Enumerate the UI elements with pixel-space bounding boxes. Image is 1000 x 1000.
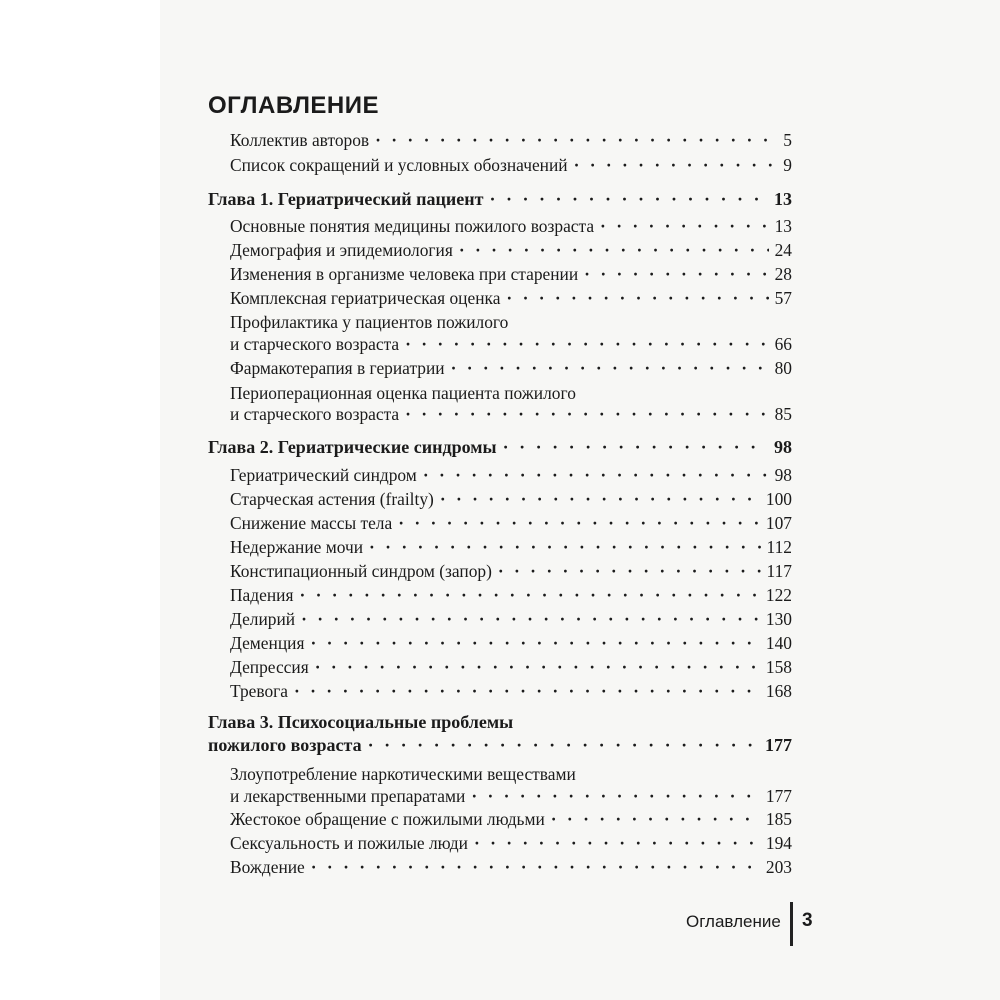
toc-chapter-title: Глава 1. Гериатрический пациент [208, 189, 484, 209]
toc-entry-page: 177 [765, 786, 792, 806]
toc-entry-page: 158 [765, 657, 792, 677]
leader-dots [315, 657, 760, 678]
toc-entry-title: Жестокое обращение с пожилыми людьми [230, 809, 545, 829]
toc-entry-title: Фармакотерапия в гериатрии [230, 358, 445, 378]
toc-entry-title: и старческого возраста [230, 334, 400, 354]
leader-dots [551, 809, 760, 830]
toc-entry-page: 112 [766, 537, 792, 557]
toc-entry [230, 334, 792, 358]
leader-dots [474, 833, 760, 854]
toc-entry [230, 358, 792, 382]
leader-dots [398, 513, 760, 534]
leader-dots [369, 537, 761, 558]
leader-dots [405, 334, 769, 355]
toc-entry [230, 537, 792, 561]
toc-entry [230, 809, 792, 833]
toc-entry-page: 98 [774, 437, 792, 457]
leader-dots [451, 358, 769, 379]
toc-entry-title: Вождение [230, 857, 305, 877]
toc-entry [230, 288, 792, 312]
toc-entry [230, 465, 792, 489]
toc-entry-title: Делирий [230, 609, 296, 629]
leader-dots [506, 288, 768, 309]
toc-entry-page: 140 [765, 633, 792, 653]
toc-entry-title: Комплексная гериатрическая оценка [230, 288, 501, 308]
toc-entry-title: Демография и эпидемиология [230, 240, 453, 260]
toc-entry [230, 264, 792, 288]
toc-chapter [208, 735, 792, 759]
toc-entry-title: Сексуальность и пожилые люди [230, 833, 468, 853]
toc-entry-page: 122 [765, 585, 792, 605]
toc-entry-first-line: Периоперационная оценка пациента пожилого [230, 383, 576, 403]
toc-entry-page: 28 [774, 264, 792, 284]
toc-entry-title: и старческого возраста [230, 404, 400, 424]
toc-entry-title: Недержание мочи [230, 537, 364, 557]
toc-entry [230, 155, 792, 179]
toc-entry-page: 117 [766, 561, 792, 581]
page-title: ОГЛАВЛЕНИЕ [208, 92, 380, 119]
leader-dots [299, 585, 759, 606]
toc-entry-page: 130 [765, 609, 792, 629]
toc-entry-page: 13 [774, 216, 792, 236]
toc-entry [230, 513, 792, 537]
leader-dots [375, 130, 777, 151]
footer-divider [790, 902, 793, 946]
toc-entry-title: Изменения в организме человека при старении [230, 264, 579, 284]
toc-entry [230, 561, 792, 585]
toc-entry [230, 633, 792, 657]
toc-entry-page: 9 [783, 155, 792, 175]
leader-dots [294, 681, 760, 702]
leader-dots [584, 264, 768, 285]
leader-dots [600, 216, 769, 237]
leader-dots [471, 786, 760, 807]
toc-entry-title: Гериатрический синдром [230, 465, 417, 485]
toc-entry-page: 24 [774, 240, 792, 260]
toc-entry [230, 216, 792, 240]
toc-entry-title: Падения [230, 585, 294, 605]
toc-entry-first-line: Профилактика у пациентов пожилого [230, 312, 509, 332]
leader-dots [440, 489, 760, 510]
leader-dots [423, 465, 769, 486]
toc-entry-page: 185 [765, 809, 792, 829]
toc-entry-page: 66 [774, 334, 792, 354]
leader-dots [405, 404, 769, 425]
toc-entry-page: 100 [765, 489, 792, 509]
toc-chapter-first-line: Глава 3. Психосоциальные проблемы [208, 712, 514, 732]
toc-entry-page: 80 [774, 358, 792, 378]
leader-dots [489, 189, 768, 210]
toc-entry [230, 489, 792, 513]
toc-entry-page: 177 [765, 735, 792, 755]
toc-entry [230, 786, 792, 810]
page-number: 3 [802, 910, 813, 931]
toc-entry [230, 857, 792, 881]
toc-entry-title: Деменция [230, 633, 305, 653]
toc-entry-title: Основные понятия медицины пожилого возраста [230, 216, 595, 236]
toc-entry-page: 98 [774, 465, 792, 485]
toc-entry-page: 13 [774, 189, 792, 209]
toc-entry [230, 130, 792, 154]
leader-dots [311, 857, 760, 878]
running-footer-label: Оглавление [686, 912, 781, 931]
toc-chapter [208, 189, 792, 213]
toc-entry [230, 681, 792, 705]
toc-entry-title: Список сокращений и условных обозначений [230, 155, 568, 175]
leader-dots [503, 437, 768, 458]
toc-entry [230, 240, 792, 264]
leader-dots [310, 633, 759, 654]
toc-entry-title: Тревога [230, 681, 289, 701]
toc-chapter-title: Глава 2. Гериатрические синдромы [208, 437, 497, 457]
toc-entry-title: Снижение массы тела [230, 513, 393, 533]
toc-entry [230, 585, 792, 609]
toc-entry [230, 657, 792, 681]
leader-dots [498, 561, 761, 582]
toc-entry-title: Депрессия [230, 657, 309, 677]
toc-entry-page: 203 [765, 857, 792, 877]
toc-entry-page: 57 [774, 288, 792, 308]
toc-entry-page: 168 [765, 681, 792, 701]
toc-entry-title: Коллектив авторов [230, 130, 370, 150]
toc-entry-title: и лекарственными препаратами [230, 786, 466, 806]
leader-dots [459, 240, 769, 261]
toc-chapter-title: пожилого возраста [208, 735, 362, 755]
toc-entry-page: 85 [774, 404, 792, 424]
toc-entry [230, 609, 792, 633]
toc-entry-page: 5 [783, 130, 792, 150]
toc-entry [230, 833, 792, 857]
toc-entry-page: 194 [765, 833, 792, 853]
toc-entry-title: Старческая астения (frailty) [230, 489, 434, 509]
leader-dots [301, 609, 760, 630]
leader-dots [574, 155, 778, 176]
toc-chapter [208, 437, 792, 461]
leader-dots [368, 735, 759, 756]
toc-entry-page: 107 [765, 513, 792, 533]
toc-entry [230, 404, 792, 428]
toc-entry-first-line: Злоупотребление наркотическими веществами [230, 764, 576, 784]
toc-entry-title: Констипационный синдром (запор) [230, 561, 492, 581]
